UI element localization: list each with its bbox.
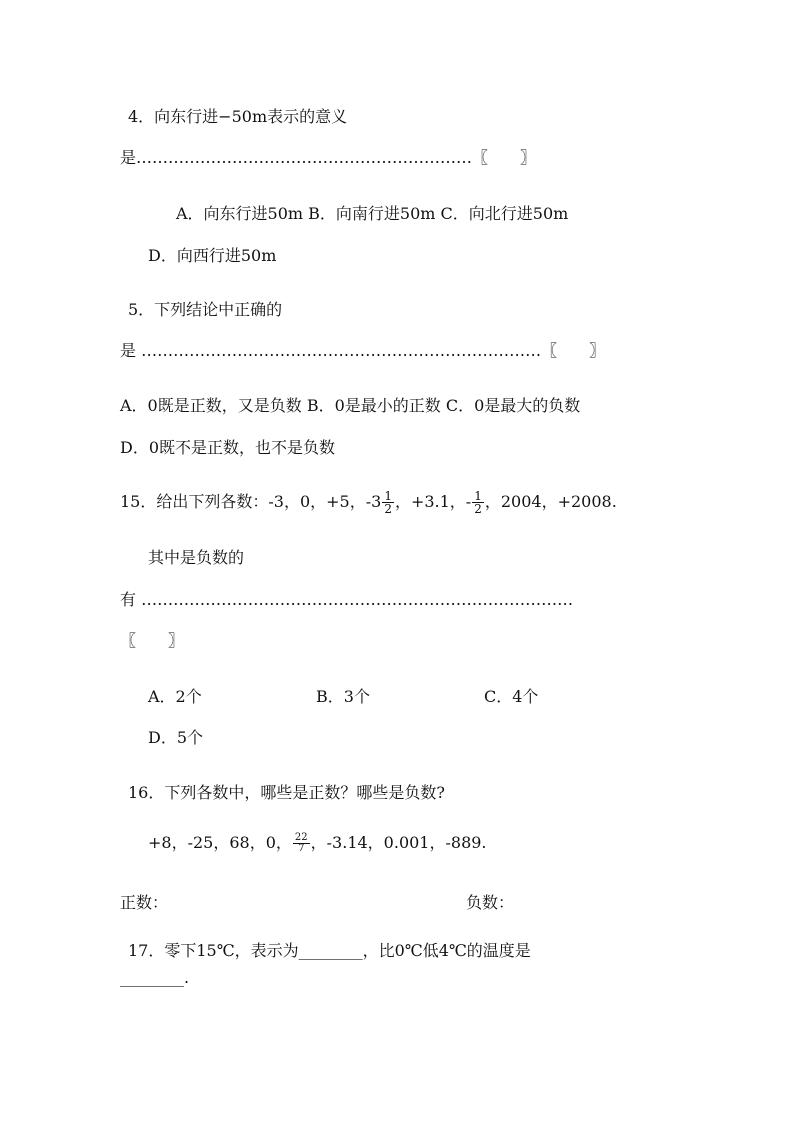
q15-prefix: 15．给出下列各数：-3，0，+5，-3	[120, 492, 382, 511]
q5-option-d: D．0既不是正数，也不是负数	[120, 438, 336, 457]
q15-suffix: ，2004，+2008.	[484, 492, 617, 511]
q15-option-d: D．5个	[148, 728, 204, 747]
q17-line2: ________.	[120, 968, 190, 987]
q15-frac2-den: 2	[474, 502, 482, 516]
q4-options-abc: A．向东行进50m B．向南行进50m C．向北行进50m	[176, 204, 569, 223]
q15-line2: 其中是负数的	[148, 548, 245, 567]
q15-stem	[120, 490, 617, 515]
q15-frac2-num: 1	[474, 489, 482, 503]
q16-numbers	[148, 833, 487, 854]
q15-option-a: A．2个	[148, 687, 202, 706]
q15-option-b: B．3个	[316, 687, 370, 706]
q15-answer-line: 有 ………………………………………………………………………	[120, 590, 574, 609]
q16-numbers-suffix: ，-3.14，0.001，-889.	[310, 833, 487, 852]
q16-numbers-prefix: +8，-25，68，0，	[148, 833, 292, 852]
q17-line1: 17．零下15℃，表示为________，比0℃低4℃的温度是	[128, 941, 531, 960]
q15-option-c: C．4个	[484, 687, 539, 706]
q4-stem: 4．向东行进−50m表示的意义	[128, 107, 348, 126]
q15-frac1-num: 1	[384, 489, 392, 503]
q15-middle: ，+3.1，-	[394, 492, 472, 511]
q5-stem: 5．下列结论中正确的	[128, 300, 283, 319]
q16-stem: 16．下列各数中，哪些是正数？哪些是负数?	[128, 783, 445, 802]
q16-positive-label: 正数：	[120, 893, 169, 912]
q15-fraction-one-half	[382, 490, 394, 515]
q15-bracket: 〖 〗	[120, 631, 185, 650]
q15-fraction-neg-half	[472, 490, 484, 515]
q4-answer-line: 是………………………………………………………〖 〗	[120, 148, 537, 167]
q5-answer-line: 是 …………………………………………………………………〖 〗	[120, 341, 606, 360]
q16-frac-num: 22	[294, 832, 308, 843]
q16-fraction-22-7	[293, 833, 310, 854]
q15-frac1-den: 2	[384, 502, 392, 516]
q16-frac-den: 7	[293, 843, 310, 854]
q16-negative-label: 负数：	[466, 893, 515, 912]
q5-options-abc: A．0既是正数，又是负数 B．0是最小的正数 C．0是最大的负数	[120, 396, 581, 415]
q4-option-d: D．向西行进50m	[148, 246, 277, 265]
